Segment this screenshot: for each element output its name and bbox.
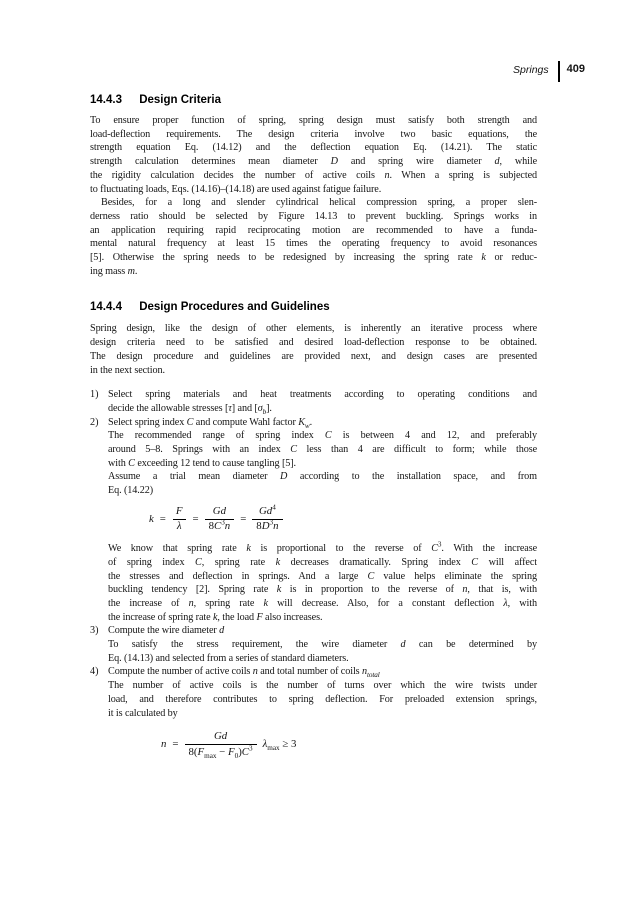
text-line: load-deflection requirements. The design criteria involve two basic equations, the bbox=[90, 128, 537, 140]
section-heading-design-procedures bbox=[90, 301, 537, 313]
list-item-1 bbox=[90, 388, 537, 415]
list-item-3 bbox=[90, 624, 537, 665]
text-line: strength calculation determines mean diameter D and spring wire diameter d, while bbox=[90, 156, 537, 168]
equals-sign: = bbox=[172, 737, 179, 750]
list-marker: 2) bbox=[90, 416, 99, 428]
text-line: of spring index C, spring rate k decreases dramatically. Spring index C will affect bbox=[108, 556, 537, 568]
text-line: Assume a trial mean diameter D according to the installation space, and from bbox=[108, 471, 537, 483]
equation-lhs: k bbox=[149, 512, 154, 525]
text-line: decide the allowable stresses [τ] and $[\sigma_b]$. bbox=[108, 402, 272, 416]
text-line: Select spring materials and heat treatments according to operating conditions and bbox=[108, 389, 537, 401]
text-line: mental natural frequency at least 15 times the operating frequency to avoid resonances bbox=[90, 238, 537, 250]
text-line: Eq. (14.13) and selected from a series of standard diameters. bbox=[108, 652, 349, 664]
text-line: The number of active coils is the number of turns over which the wire twists under bbox=[108, 680, 537, 692]
list-item-body bbox=[108, 624, 537, 665]
text-line: Besides, for a long and slender cylindrical helical compression spring, a proper slen- bbox=[101, 197, 537, 209]
text-line: the rigidity calculation decides the number of active coils n. When a spring is subjected bbox=[90, 169, 537, 181]
equals-sign: = bbox=[159, 512, 166, 525]
text-line: around 5–8. Springs with an index C less than 4 are difficult to form; while those bbox=[108, 444, 538, 456]
equation-lhs: n bbox=[161, 737, 167, 750]
header-divider-rule bbox=[558, 61, 560, 82]
text-line: Spring design, like the design of other elements, is inherently an iterative process where bbox=[90, 323, 537, 335]
text-line: Compute the number of active coils n and total number of coils $n_{total}$ bbox=[108, 666, 380, 680]
running-header bbox=[513, 61, 585, 82]
equation-spring-rate bbox=[146, 503, 537, 533]
list-item-body bbox=[108, 416, 537, 625]
fraction-denominator: $8D^3n$ bbox=[252, 519, 282, 533]
list-marker: 1) bbox=[90, 389, 99, 401]
text-line: load, and therefore contributes to spring deflection. For preloaded extension springs, bbox=[108, 693, 537, 705]
running-title: Springs bbox=[513, 64, 549, 76]
text-line: it is calculated by bbox=[108, 707, 178, 719]
fraction bbox=[185, 731, 257, 758]
text-line: [5]. Otherwise the spring needs to be redesigned by increasing the spring rate k or reduc- bbox=[90, 252, 537, 264]
text-line: ing mass m. bbox=[90, 265, 138, 277]
list-item-text bbox=[108, 416, 537, 498]
text-line: to fluctuating loads, Eqs. (14.16)–(14.18) are used against fatigue failure. bbox=[90, 183, 382, 195]
list-marker: 4) bbox=[90, 666, 99, 678]
equation-condition: $\lambda_{max} \ge 3$ bbox=[262, 737, 297, 753]
fraction-numerator: Gd bbox=[212, 504, 226, 517]
text-line: the increase of n, spring rate k will decrease. Also, for a constant deflection λ, with bbox=[108, 597, 538, 609]
text-line: the increase of spring rate k, the load F also increases. bbox=[108, 611, 323, 623]
text-line: in the next section. bbox=[90, 364, 165, 376]
text-line: To ensure proper function of spring, spring design must satisfy both strength and bbox=[90, 115, 537, 126]
text-line: To satisfy the stress requirement, the wire diameter d can be determined by bbox=[108, 639, 537, 651]
section-title: Design Criteria bbox=[139, 94, 221, 106]
list-item-body bbox=[108, 388, 537, 415]
fraction-denominator: $8(F_{max} - F_0)C^3$ bbox=[185, 744, 257, 758]
text-line: Compute the wire diameter d bbox=[108, 625, 225, 637]
text-line: derness ratio should be selected by Figure 14.13 to prevent buckling. Springs works in bbox=[90, 210, 537, 222]
section-number: 14.4.3 bbox=[90, 94, 122, 106]
list-item-2 bbox=[90, 416, 537, 625]
text-line: an application requiring rapid reciprocating motion are recommended to have a funda- bbox=[90, 224, 537, 236]
text-line: buckling tendency [2]. Spring rate k is in proportion to the reverse of n, that is, with bbox=[108, 584, 537, 596]
text-column bbox=[90, 94, 537, 759]
text-line: Select spring index C and compute Wahl factor $K_w$. bbox=[108, 416, 313, 430]
procedure-list bbox=[90, 388, 537, 758]
list-marker: 3) bbox=[90, 625, 99, 637]
equation-active-coils bbox=[158, 731, 537, 758]
text-line: design criteria need to be satisfied and desired load-deflection response to be obtained. bbox=[90, 337, 537, 349]
fraction-denominator: λ bbox=[173, 519, 186, 533]
fraction bbox=[172, 506, 187, 533]
equals-sign: = bbox=[240, 512, 247, 525]
list-item-text bbox=[108, 542, 537, 624]
text-line: The recommended range of spring index C is between 4 and 12, and preferably bbox=[108, 430, 537, 442]
text-line: strength equation Eq. (14.12) and the deflection equation Eq. (14.21). The static bbox=[90, 142, 537, 154]
section-number: 14.4.4 bbox=[90, 301, 122, 314]
equals-sign: = bbox=[192, 512, 199, 525]
page-number: 409 bbox=[566, 63, 585, 75]
list-item-text bbox=[108, 388, 537, 415]
list-item-body bbox=[108, 665, 537, 758]
text-line: Eq. (14.22) bbox=[108, 485, 154, 497]
section-heading-design-criteria bbox=[90, 94, 537, 106]
text-line: We know that spring rate k is proportional to the reverse of $C^3$. With the increase bbox=[108, 540, 537, 555]
list-item-text bbox=[108, 624, 537, 665]
paragraph-procedures-intro bbox=[90, 322, 537, 377]
text-line: with C exceeding 12 tend to cause tangling [5]. bbox=[108, 457, 296, 469]
fraction-denominator: $8C^3n$ bbox=[205, 519, 235, 533]
list-item-4 bbox=[90, 665, 537, 758]
fraction bbox=[205, 506, 235, 533]
fraction-numerator: Gd$^4$ bbox=[259, 503, 276, 517]
text-line: the stresses and deflection in springs. And a large C value helps eliminate the spring bbox=[108, 570, 537, 582]
list-item-text bbox=[108, 665, 537, 720]
paragraph-design-criteria-1 bbox=[90, 114, 537, 196]
text-line: The design procedure and guidelines are provided next, and design cases are presented bbox=[90, 350, 537, 362]
fraction-numerator: F bbox=[175, 504, 183, 517]
fraction bbox=[252, 503, 282, 533]
section-title: Design Procedures and Guidelines bbox=[139, 301, 330, 314]
fraction-numerator: Gd bbox=[213, 730, 228, 743]
paragraph-design-criteria-2 bbox=[90, 196, 537, 278]
